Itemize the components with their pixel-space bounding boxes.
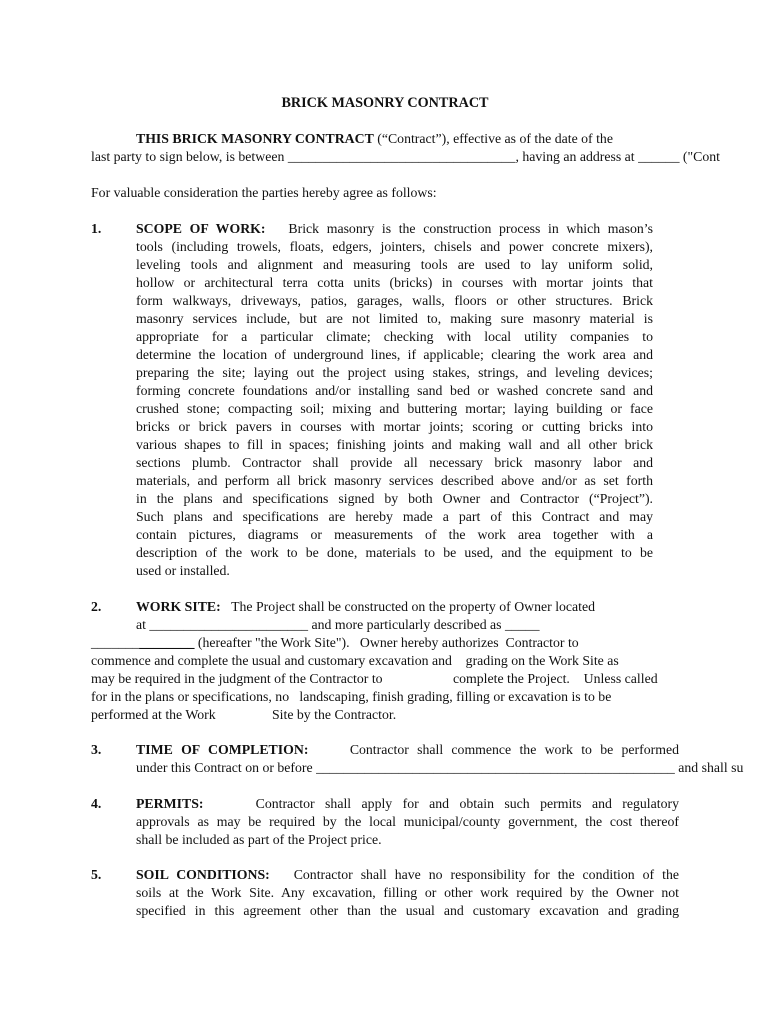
section-heading: SCOPE OF WORK:: [136, 221, 266, 236]
section-line: various shapes to fill in spaces; finishing joints and making wall and all other brick: [136, 437, 653, 452]
section-line: appropriate for a particular climate; checking with local utility companies to: [136, 329, 653, 344]
section-line: tools (including trowels, floats, edgers, jointers, chisels and power concrete mixers),: [136, 239, 653, 254]
section-line: performed at the Work: [91, 707, 216, 722]
section-heading: PERMITS:: [136, 796, 204, 811]
section-line: _______________ (hereafter "the Work Site"). Owner hereby authorizes Contractor to: [91, 635, 579, 650]
section-line: approvals as may be required by the local municipal/county government, the cost thereof: [136, 814, 679, 829]
section-line: bricks or brick pavers in courses with mortar joints; scoring or cutting bricks into: [136, 419, 653, 434]
section-line: description of the work to be done, materials to be used, and the equipment to be: [136, 545, 653, 560]
section-line: may be required in the judgment of the Contractor to: [91, 671, 383, 686]
section-line: determine the location of underground lines, if applicable; clearing the work area and: [136, 347, 653, 362]
section-number: 4.: [91, 796, 102, 811]
section-line: TIME OF COMPLETION: Contractor shall commence the work to be performed: [136, 742, 679, 757]
consideration-text: For valuable consideration the parties hereby agree as follows:: [91, 185, 437, 200]
section-line: used or installed.: [136, 563, 230, 578]
section-line: hollow or architectural terra cotta units (bricks) in courses with mortar joints that: [136, 275, 653, 290]
section-line: under this Contract on or before ____________________________________________________ and shall su: [136, 760, 744, 775]
intro-lead: THIS BRICK MASONRY CONTRACT: [136, 131, 374, 146]
section-line: materials, and perform all brick masonry services described above and/or as set forth: [136, 473, 653, 488]
intro-line-2: last party to sign below, is between _________________________________, having an address at ______ ("Cont: [91, 149, 720, 164]
section-line: soils at the Work Site. Any excavation, filling or other work required by the Owner not: [136, 885, 679, 900]
section-line: SOIL CONDITIONS: Contractor shall have no responsibility for the condition of the: [136, 867, 679, 882]
section-heading: TIME OF COMPLETION:: [136, 742, 309, 757]
section-line: crushed stone; compacting soil; mixing and buttering mortar; laying building or face: [136, 401, 653, 416]
section-line: commence and complete the usual and customary excavation and grading on the Work Site as: [91, 653, 619, 668]
section-number: 2.: [91, 599, 102, 614]
section-line: WORK SITE: The Project shall be constructed on the property of Owner located: [136, 599, 596, 614]
section-number: 5.: [91, 867, 102, 882]
section-heading: WORK SITE:: [136, 599, 221, 614]
blank-segment: _______: [91, 635, 140, 650]
section-line: shall be included as part of the Project price.: [136, 832, 382, 847]
section-line: Site by the Contractor.: [272, 707, 397, 722]
document-title: BRICK MASONRY CONTRACT: [281, 95, 489, 111]
section-line: complete the Project. Unless called: [453, 671, 658, 686]
section-number: 3.: [91, 742, 102, 757]
section-line: contain pictures, diagrams or measurements of the work area together with a: [136, 527, 653, 542]
blank-segment: ________: [139, 635, 195, 650]
section-heading: SOIL CONDITIONS:: [136, 867, 270, 882]
section-line: preparing the site; laying out the project using stakes, strings, and leveling devices;: [136, 365, 653, 380]
section-line: SCOPE OF WORK: Brick masonry is the construction process in which mason’s: [136, 221, 653, 236]
section-number: 1.: [91, 221, 102, 236]
section-line: sections plumb. Contractor shall provide all necessary brick masonry labor and: [136, 455, 653, 470]
section-line: PERMITS: Contractor shall apply for and obtain such permits and regulatory: [136, 796, 679, 811]
section-line: in the plans and specifications signed by both Owner and Contractor (“Project”).: [136, 491, 653, 506]
section-line: form walkways, driveways, patios, garages, walls, floors or other structures. Brick: [136, 293, 653, 308]
intro-line-1: [136, 130, 613, 148]
section-line: Such plans and specifications are hereby made a part of this Contract and may: [136, 509, 653, 524]
section-line: masonry services include, but are not limited to, making sure masonry material is: [136, 311, 653, 326]
section-line: for in the plans or specifications, no landscaping, finish grading, filling or excavation is to be: [91, 689, 612, 704]
section-line: leveling tools and alignment and measuring tools are used to lay uniform solid,: [136, 257, 653, 272]
intro-line-1-rest: (“Contract”), effective as of the date of the: [373, 131, 613, 146]
section-line: forming concrete foundations and/or installing sand bed or washed concrete sand and: [136, 383, 653, 398]
section-line: specified in this agreement other than the usual and customary excavation and grading: [136, 903, 679, 918]
section-line: at _______________________ and more particularly described as _____: [136, 617, 540, 632]
